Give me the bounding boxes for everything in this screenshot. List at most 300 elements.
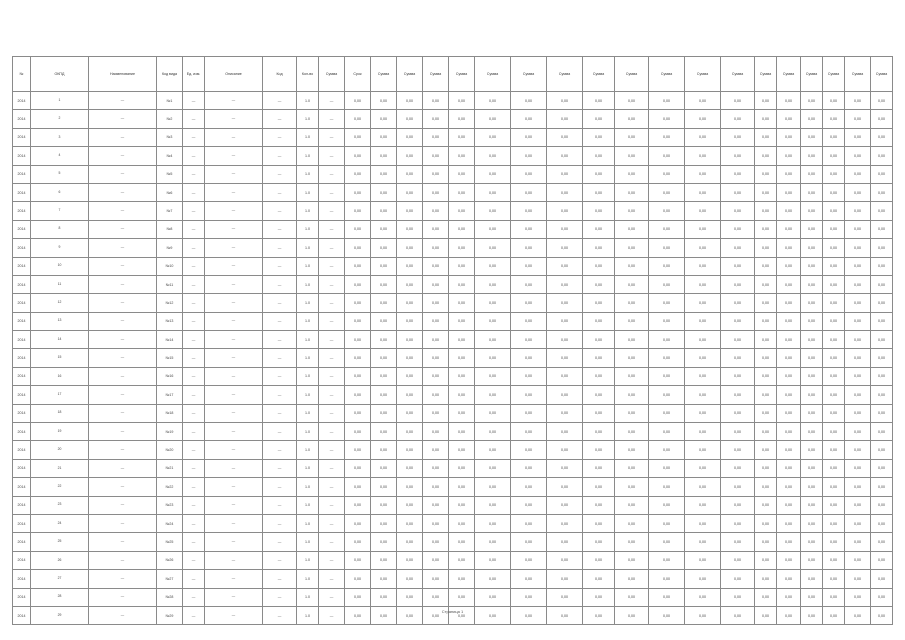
table-cell: 1.0 bbox=[297, 588, 319, 606]
table-cell: 0,00 bbox=[649, 478, 685, 496]
table-cell: 1.0 bbox=[297, 147, 319, 165]
table-cell: 0,00 bbox=[777, 514, 801, 532]
table-cell: — bbox=[319, 386, 345, 404]
table-cell: — bbox=[205, 202, 263, 220]
table-cell: 0,00 bbox=[371, 386, 397, 404]
table-cell: 0,00 bbox=[511, 202, 547, 220]
table-cell: 0,00 bbox=[371, 331, 397, 349]
table-cell: 0,00 bbox=[649, 496, 685, 514]
table-cell: 0,00 bbox=[721, 606, 755, 624]
table-cell: 0,00 bbox=[755, 570, 777, 588]
table-cell: 0,00 bbox=[397, 331, 423, 349]
table-cell: 0,00 bbox=[511, 147, 547, 165]
table-cell: 0,00 bbox=[371, 606, 397, 624]
table-cell: 0,00 bbox=[511, 496, 547, 514]
table-cell: 0,00 bbox=[345, 606, 371, 624]
table-cell: 0,00 bbox=[823, 606, 845, 624]
table-cell: — bbox=[183, 331, 205, 349]
table-cell: 0,00 bbox=[777, 441, 801, 459]
table-cell: 0,00 bbox=[397, 183, 423, 201]
table-cell: 0,00 bbox=[475, 331, 511, 349]
column-header: Сумма bbox=[823, 57, 845, 92]
table-cell: 0,00 bbox=[371, 588, 397, 606]
table-cell: 6 bbox=[31, 183, 89, 201]
table-cell: 2014 bbox=[13, 423, 31, 441]
table-cell: 0,00 bbox=[475, 367, 511, 385]
table-cell: 0,00 bbox=[721, 331, 755, 349]
table-cell: 0,00 bbox=[755, 533, 777, 551]
table-cell: 0,00 bbox=[449, 349, 475, 367]
table-cell: 0,00 bbox=[871, 441, 893, 459]
table-cell: 0,00 bbox=[371, 496, 397, 514]
table-cell: 27 bbox=[31, 570, 89, 588]
table-cell: 0,00 bbox=[871, 496, 893, 514]
column-header: Сумма bbox=[547, 57, 583, 92]
table-cell: 0,00 bbox=[423, 312, 449, 330]
table-cell: 0,00 bbox=[685, 551, 721, 569]
table-cell: 0,00 bbox=[649, 423, 685, 441]
table-cell: 0,00 bbox=[371, 202, 397, 220]
table-cell: 0,00 bbox=[423, 478, 449, 496]
table-cell: 0,00 bbox=[777, 202, 801, 220]
table-cell: 0,00 bbox=[685, 331, 721, 349]
table-cell: 0,00 bbox=[871, 404, 893, 422]
table-cell: — bbox=[89, 570, 157, 588]
table-row bbox=[13, 551, 893, 569]
table-cell: — bbox=[89, 551, 157, 569]
table-cell: 0,00 bbox=[777, 128, 801, 146]
table-cell: 0,00 bbox=[371, 110, 397, 128]
table-cell: 0,00 bbox=[615, 570, 649, 588]
table-cell: 0,00 bbox=[371, 183, 397, 201]
table-cell: 0,00 bbox=[755, 349, 777, 367]
table-cell: 0,00 bbox=[649, 588, 685, 606]
table-cell: 0,00 bbox=[845, 294, 871, 312]
table-cell: — bbox=[319, 239, 345, 257]
table-cell: — bbox=[89, 165, 157, 183]
table-cell: 1.0 bbox=[297, 533, 319, 551]
table-cell: 0,00 bbox=[845, 423, 871, 441]
table-cell: 0,00 bbox=[871, 220, 893, 238]
table-cell: — bbox=[319, 367, 345, 385]
table-cell: 2014 bbox=[13, 202, 31, 220]
table-cell: 16 bbox=[31, 367, 89, 385]
table-cell: 0,00 bbox=[777, 588, 801, 606]
table-cell: 0,00 bbox=[615, 147, 649, 165]
table-cell: 0,00 bbox=[345, 147, 371, 165]
table-cell: 2014 bbox=[13, 514, 31, 532]
table-cell: №5 bbox=[157, 165, 183, 183]
table-cell: — bbox=[205, 423, 263, 441]
table-cell: — bbox=[183, 551, 205, 569]
table-cell: №9 bbox=[157, 239, 183, 257]
table-cell: 0,00 bbox=[801, 110, 823, 128]
table-row bbox=[13, 570, 893, 588]
table-cell: — bbox=[183, 257, 205, 275]
table-cell: 0,00 bbox=[685, 404, 721, 422]
table-cell: 0,00 bbox=[685, 606, 721, 624]
table-cell: 0,00 bbox=[721, 570, 755, 588]
table-cell: 0,00 bbox=[397, 239, 423, 257]
table-cell: — bbox=[183, 423, 205, 441]
table-cell: 0,00 bbox=[685, 514, 721, 532]
table-cell: 0,00 bbox=[801, 165, 823, 183]
table-cell: 0,00 bbox=[475, 239, 511, 257]
table-cell: — bbox=[319, 496, 345, 514]
table-cell: — bbox=[183, 165, 205, 183]
table-cell: — bbox=[263, 478, 297, 496]
column-header: Сумма bbox=[649, 57, 685, 92]
table-cell: 0,00 bbox=[397, 533, 423, 551]
table-cell: №13 bbox=[157, 312, 183, 330]
table-cell: 0,00 bbox=[823, 239, 845, 257]
table-cell: 0,00 bbox=[449, 478, 475, 496]
table-cell: 0,00 bbox=[615, 367, 649, 385]
table-cell: 0,00 bbox=[871, 423, 893, 441]
column-header: Сумма bbox=[871, 57, 893, 92]
table-cell: — bbox=[263, 147, 297, 165]
table-cell: — bbox=[319, 331, 345, 349]
header-row bbox=[13, 57, 893, 92]
table-cell: — bbox=[319, 478, 345, 496]
table-cell: №18 bbox=[157, 404, 183, 422]
column-header: Сумма bbox=[755, 57, 777, 92]
table-cell: 0,00 bbox=[583, 588, 615, 606]
table-cell: 0,00 bbox=[371, 92, 397, 110]
table-cell: 0,00 bbox=[801, 588, 823, 606]
table-cell: 2014 bbox=[13, 92, 31, 110]
table-cell: 1.0 bbox=[297, 165, 319, 183]
table-cell: 0,00 bbox=[823, 349, 845, 367]
table-cell: 0,00 bbox=[649, 110, 685, 128]
table-cell: 0,00 bbox=[721, 367, 755, 385]
table-cell: 0,00 bbox=[511, 386, 547, 404]
table-cell: 0,00 bbox=[845, 239, 871, 257]
table-cell: 0,00 bbox=[823, 423, 845, 441]
table-cell: — bbox=[319, 294, 345, 312]
table-cell: №10 bbox=[157, 257, 183, 275]
table-cell: 0,00 bbox=[475, 441, 511, 459]
table-cell: 0,00 bbox=[345, 239, 371, 257]
table-cell: 0,00 bbox=[871, 588, 893, 606]
table-cell: 0,00 bbox=[801, 533, 823, 551]
table-cell: 0,00 bbox=[547, 588, 583, 606]
table-cell: — bbox=[263, 551, 297, 569]
table-cell: — bbox=[183, 110, 205, 128]
table-cell: 0,00 bbox=[721, 275, 755, 293]
table-cell: 0,00 bbox=[649, 220, 685, 238]
table-cell: — bbox=[263, 165, 297, 183]
table-cell: — bbox=[319, 551, 345, 569]
table-row bbox=[13, 441, 893, 459]
table-cell: 0,00 bbox=[721, 128, 755, 146]
table-cell: — bbox=[319, 202, 345, 220]
table-cell: 0,00 bbox=[871, 570, 893, 588]
table-cell: 0,00 bbox=[615, 588, 649, 606]
table-cell: 0,00 bbox=[801, 128, 823, 146]
table-cell: 0,00 bbox=[397, 312, 423, 330]
table-row bbox=[13, 239, 893, 257]
table-cell: — bbox=[89, 441, 157, 459]
table-cell: 2014 bbox=[13, 147, 31, 165]
table-cell: 0,00 bbox=[449, 606, 475, 624]
table-cell: 0,00 bbox=[871, 606, 893, 624]
table-cell: 0,00 bbox=[685, 147, 721, 165]
table-cell: 0,00 bbox=[547, 423, 583, 441]
table-cell: 0,00 bbox=[371, 257, 397, 275]
table-cell: 0,00 bbox=[755, 165, 777, 183]
table-cell: — bbox=[319, 110, 345, 128]
table-cell: — bbox=[183, 220, 205, 238]
table-cell: 0,00 bbox=[547, 128, 583, 146]
table-cell: 0,00 bbox=[371, 147, 397, 165]
table-cell: — bbox=[205, 349, 263, 367]
table-cell: 0,00 bbox=[511, 128, 547, 146]
table-cell: — bbox=[89, 478, 157, 496]
table-cell: 1.0 bbox=[297, 551, 319, 569]
table-cell: 0,00 bbox=[371, 423, 397, 441]
table-cell: 0,00 bbox=[345, 441, 371, 459]
table-cell: 1.0 bbox=[297, 128, 319, 146]
table-cell: 0,00 bbox=[801, 331, 823, 349]
table-cell: 0,00 bbox=[345, 275, 371, 293]
table-cell: 1.0 bbox=[297, 496, 319, 514]
table-cell: 0,00 bbox=[721, 423, 755, 441]
table-cell: 0,00 bbox=[801, 551, 823, 569]
table-cell: 0,00 bbox=[397, 110, 423, 128]
column-header: Сумма bbox=[721, 57, 755, 92]
table-cell: 0,00 bbox=[475, 257, 511, 275]
table-cell: — bbox=[263, 441, 297, 459]
table-cell: 0,00 bbox=[823, 386, 845, 404]
table-cell: №20 bbox=[157, 441, 183, 459]
table-cell: 0,00 bbox=[397, 459, 423, 477]
table-cell: 0,00 bbox=[511, 588, 547, 606]
table-cell: 0,00 bbox=[547, 533, 583, 551]
table-cell: 0,00 bbox=[845, 257, 871, 275]
column-header: Сумма bbox=[475, 57, 511, 92]
table-cell: 0,00 bbox=[345, 496, 371, 514]
table-cell: 0,00 bbox=[801, 386, 823, 404]
table-row bbox=[13, 128, 893, 146]
table-cell: 0,00 bbox=[685, 239, 721, 257]
table-cell: 1.0 bbox=[297, 459, 319, 477]
table-cell: 0,00 bbox=[871, 294, 893, 312]
table-cell: 0,00 bbox=[423, 147, 449, 165]
table-cell: — bbox=[205, 147, 263, 165]
table-cell: 0,00 bbox=[371, 514, 397, 532]
table-cell: №28 bbox=[157, 588, 183, 606]
table-cell: 0,00 bbox=[823, 404, 845, 422]
table-cell: 0,00 bbox=[755, 110, 777, 128]
table-cell: 0,00 bbox=[801, 459, 823, 477]
table-cell: 0,00 bbox=[371, 165, 397, 183]
table-cell: 1.0 bbox=[297, 386, 319, 404]
table-cell: 0,00 bbox=[547, 386, 583, 404]
table-cell: 0,00 bbox=[777, 183, 801, 201]
table-cell: — bbox=[183, 312, 205, 330]
table-cell: №3 bbox=[157, 128, 183, 146]
table-cell: — bbox=[205, 459, 263, 477]
table-cell: — bbox=[205, 220, 263, 238]
table-row bbox=[13, 459, 893, 477]
table-row bbox=[13, 312, 893, 330]
table-cell: 0,00 bbox=[801, 514, 823, 532]
table-cell: — bbox=[205, 110, 263, 128]
table-cell: 0,00 bbox=[345, 588, 371, 606]
table-cell: 0,00 bbox=[755, 404, 777, 422]
table-cell: 2014 bbox=[13, 367, 31, 385]
table-cell: 0,00 bbox=[547, 459, 583, 477]
table-cell: 0,00 bbox=[721, 110, 755, 128]
table-cell: — bbox=[205, 588, 263, 606]
table-cell: 1.0 bbox=[297, 606, 319, 624]
table-cell: — bbox=[319, 533, 345, 551]
table-cell: 0,00 bbox=[475, 110, 511, 128]
column-header: Сумма bbox=[845, 57, 871, 92]
table-cell: 0,00 bbox=[345, 514, 371, 532]
table-cell: 2014 bbox=[13, 533, 31, 551]
table-cell: — bbox=[183, 606, 205, 624]
table-cell: 0,00 bbox=[685, 441, 721, 459]
table-cell: 0,00 bbox=[583, 496, 615, 514]
table-cell: 0,00 bbox=[423, 128, 449, 146]
table-cell: 0,00 bbox=[801, 404, 823, 422]
table-cell: 2014 bbox=[13, 239, 31, 257]
table-cell: 0,00 bbox=[755, 496, 777, 514]
table-cell: — bbox=[205, 239, 263, 257]
table-cell: — bbox=[183, 441, 205, 459]
table-cell: 14 bbox=[31, 331, 89, 349]
table-cell: 0,00 bbox=[845, 92, 871, 110]
table-row bbox=[13, 92, 893, 110]
table-cell: 0,00 bbox=[823, 459, 845, 477]
table-cell: 2014 bbox=[13, 128, 31, 146]
table-cell: №7 bbox=[157, 202, 183, 220]
table-cell: 0,00 bbox=[615, 441, 649, 459]
table-cell: — bbox=[319, 128, 345, 146]
column-header: Код bbox=[263, 57, 297, 92]
table-cell: 0,00 bbox=[583, 386, 615, 404]
table-cell: 0,00 bbox=[845, 165, 871, 183]
table-cell: 0,00 bbox=[547, 331, 583, 349]
table-cell: 0,00 bbox=[345, 331, 371, 349]
table-cell: 0,00 bbox=[511, 257, 547, 275]
table-cell: 0,00 bbox=[345, 165, 371, 183]
table-cell: 0,00 bbox=[755, 606, 777, 624]
table-row bbox=[13, 514, 893, 532]
table-cell: 0,00 bbox=[685, 275, 721, 293]
table-cell: 0,00 bbox=[511, 367, 547, 385]
table-cell: — bbox=[263, 570, 297, 588]
table-cell: 0,00 bbox=[423, 570, 449, 588]
table-cell: — bbox=[205, 404, 263, 422]
table-cell: 0,00 bbox=[721, 147, 755, 165]
table-cell: 0,00 bbox=[397, 514, 423, 532]
table-cell: 0,00 bbox=[475, 386, 511, 404]
column-header: Срок bbox=[345, 57, 371, 92]
table-cell: — bbox=[319, 514, 345, 532]
table-cell: №21 bbox=[157, 459, 183, 477]
table-cell: 0,00 bbox=[871, 349, 893, 367]
table-cell: 0,00 bbox=[423, 496, 449, 514]
table-cell: — bbox=[319, 570, 345, 588]
table-cell: — bbox=[89, 349, 157, 367]
table-cell: 0,00 bbox=[345, 92, 371, 110]
table-cell: — bbox=[205, 257, 263, 275]
table-row bbox=[13, 331, 893, 349]
table-cell: 0,00 bbox=[449, 165, 475, 183]
table-cell: — bbox=[89, 331, 157, 349]
table-cell: 0,00 bbox=[511, 570, 547, 588]
table-cell: 0,00 bbox=[615, 606, 649, 624]
table-cell: 0,00 bbox=[397, 441, 423, 459]
column-header: Кол-во bbox=[297, 57, 319, 92]
column-header: Сумма bbox=[615, 57, 649, 92]
table-cell: 1.0 bbox=[297, 349, 319, 367]
table-cell: — bbox=[205, 386, 263, 404]
table-cell: 0,00 bbox=[755, 294, 777, 312]
table-cell: 0,00 bbox=[547, 606, 583, 624]
table-cell: 0,00 bbox=[649, 147, 685, 165]
table-cell: 0,00 bbox=[721, 165, 755, 183]
table-cell: 0,00 bbox=[845, 275, 871, 293]
table-cell: 0,00 bbox=[449, 202, 475, 220]
table-cell: 0,00 bbox=[801, 312, 823, 330]
table-cell: 0,00 bbox=[871, 183, 893, 201]
table-cell: 0,00 bbox=[397, 588, 423, 606]
table-cell: 0,00 bbox=[801, 349, 823, 367]
table-cell: 0,00 bbox=[547, 349, 583, 367]
table-cell: 0,00 bbox=[685, 478, 721, 496]
table-cell: 1.0 bbox=[297, 275, 319, 293]
table-cell: 0,00 bbox=[777, 570, 801, 588]
table-cell: №6 bbox=[157, 183, 183, 201]
table-cell: 0,00 bbox=[583, 202, 615, 220]
table-cell: 1.0 bbox=[297, 514, 319, 532]
table-cell: 0,00 bbox=[397, 220, 423, 238]
table-cell: 0,00 bbox=[511, 110, 547, 128]
table-cell: 0,00 bbox=[397, 202, 423, 220]
table-cell: 0,00 bbox=[649, 275, 685, 293]
table-cell: 0,00 bbox=[449, 239, 475, 257]
table-cell: — bbox=[263, 404, 297, 422]
table-cell: — bbox=[89, 533, 157, 551]
table-cell: — bbox=[183, 239, 205, 257]
table-cell: 0,00 bbox=[685, 386, 721, 404]
table-cell: 0,00 bbox=[823, 183, 845, 201]
table-cell: 1.0 bbox=[297, 92, 319, 110]
table-row bbox=[13, 533, 893, 551]
table-cell: 0,00 bbox=[475, 551, 511, 569]
table-cell: 0,00 bbox=[583, 533, 615, 551]
table-cell: 22 bbox=[31, 478, 89, 496]
column-header: Сумма bbox=[319, 57, 345, 92]
table-cell: 0,00 bbox=[845, 331, 871, 349]
table-cell: 2014 bbox=[13, 570, 31, 588]
table-cell: 0,00 bbox=[777, 349, 801, 367]
table-cell: 0,00 bbox=[755, 257, 777, 275]
table-cell: 0,00 bbox=[649, 533, 685, 551]
table-cell: 0,00 bbox=[547, 367, 583, 385]
table-cell: 0,00 bbox=[583, 349, 615, 367]
table-header bbox=[13, 57, 893, 92]
table-cell: — bbox=[319, 312, 345, 330]
table-cell: 0,00 bbox=[397, 386, 423, 404]
table-cell: 0,00 bbox=[777, 92, 801, 110]
table-cell: 0,00 bbox=[547, 275, 583, 293]
table-cell: 26 bbox=[31, 551, 89, 569]
